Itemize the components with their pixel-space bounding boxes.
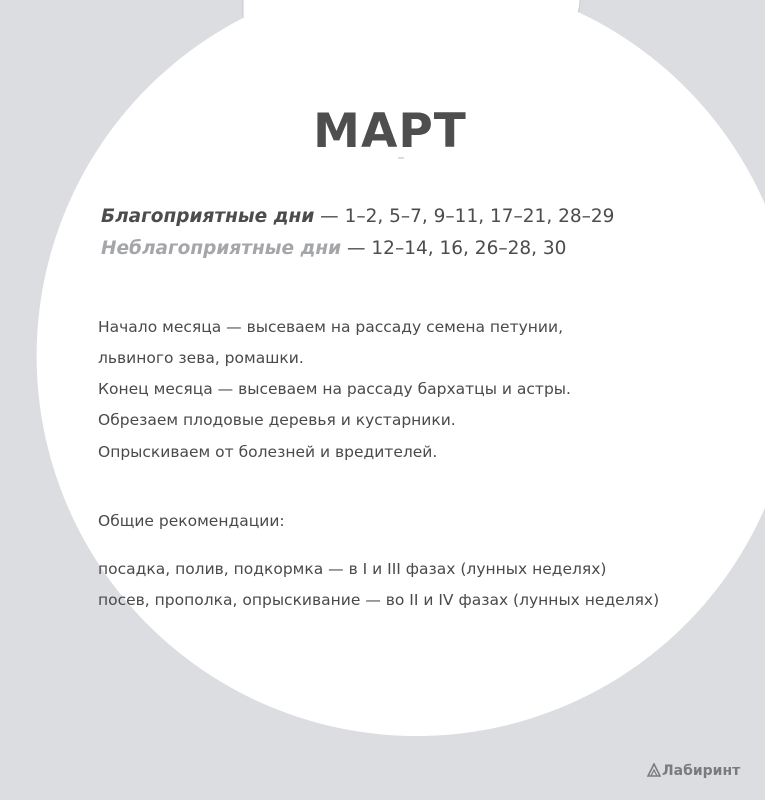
unfavorable-days-values: 12–14, 16, 26–28, 30 (371, 238, 567, 259)
month-title: МАРТ (313, 104, 467, 159)
watermark-logo (647, 763, 740, 779)
unfavorable-days (101, 236, 566, 262)
recommendation-line: посев, прополка, опрыскивание — во II и IV фазах (лунных неделях) (98, 591, 660, 609)
task-line: Опрыскиваем от болезней и вредителей. (98, 443, 438, 461)
task-line: Обрезаем плодовые деревья и кустарники. (98, 411, 456, 429)
recommendations-heading: Общие рекомендации: (98, 512, 285, 530)
unfavorable-days-label: Неблагоприятные дни (101, 238, 342, 259)
favorable-days-dash: — (314, 206, 345, 227)
favorable-days-label: Благоприятные дни (101, 206, 315, 227)
watermark-text: Лабиринт (662, 763, 741, 779)
watermark-icon (647, 763, 661, 777)
task-line: львиного зева, ромашки. (98, 349, 304, 367)
unfavorable-days-dash: — (341, 238, 372, 259)
task-line: Конец месяца — высеваем на рассаду бархатцы и астры. (98, 380, 571, 398)
task-line: Начало месяца — высеваем на рассаду семена петунии, (98, 318, 564, 336)
favorable-days-values: 1–2, 5–7, 9–11, 17–21, 28–29 (344, 206, 615, 227)
favorable-days (101, 204, 614, 230)
recommendation-line: посадка, полив, подкормка — в I и III фазах (лунных неделях) (98, 560, 607, 578)
